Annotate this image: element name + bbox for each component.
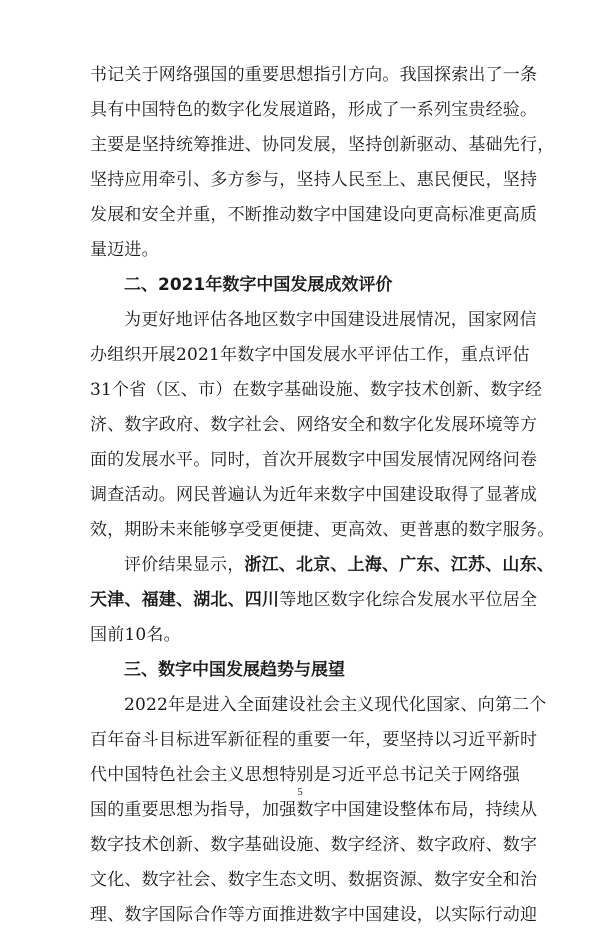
text-line: 文化、数字社会、数字生态文明、数据资源、数字安全和治: [90, 870, 538, 890]
text-line: 量迈进。: [90, 240, 159, 260]
text-line: 书记关于网络强国的重要思想指引方向。我国探索出了一条: [90, 65, 538, 85]
text-line: 国的重要思想为指导，加强数字中国建设整体布局，持续从: [90, 800, 538, 820]
text-line: 发展和安全并重，不断推动数字中国建设向更高标准更高质: [90, 205, 538, 225]
text-line: 为更好地评估各地区数字中国建设进展情况，国家网信: [124, 310, 537, 330]
text-line: [90, 548, 555, 583]
text-line: [90, 583, 538, 618]
text-line: 理、数字国际合作等方面推进数字中国建设，以实际行动迎: [90, 905, 538, 925]
document-body: [90, 58, 555, 933]
result-prefix: 评价结果显示，: [124, 555, 245, 575]
text-line: 代中国特色社会主义思想特别是习近平总书记关于网络强: [90, 765, 520, 785]
text-line: 百年奋斗目标进军新征程的重要一年，要坚持以习近平新时: [90, 730, 538, 750]
text-line: 面的发展水平。同时，首次开展数字中国发展情况网络问卷: [90, 450, 538, 470]
text-line: 具有中国特色的数字化发展道路，形成了一系列宝贵经验。: [90, 100, 538, 120]
text-line: 2022年是进入全面建设社会主义现代化国家、向第二个: [124, 695, 547, 715]
cities-bold: 浙江、北京、上海、广东、江苏、山东、: [244, 555, 555, 575]
text-line: 主要是坚持统筹推进、协同发展，坚持创新驱动、基础先行，: [90, 135, 555, 155]
text-line: 数字技术创新、数字基础设施、数字经济、数字政府、数字: [90, 835, 538, 855]
section-heading: 二、2021年数字中国发展成效评价: [124, 275, 393, 295]
text-line: 济、数字政府、数字社会、网络安全和数字化发展环境等方: [90, 415, 538, 435]
text-line: 坚持应用牵引、多方参与，坚持人民至上、惠民便民，坚持: [90, 170, 538, 190]
text-line: 办组织开展2021年数字中国发展水平评估工作，重点评估: [90, 345, 530, 365]
text-line: 31个省（区、市）在数字基础设施、数字技术创新、数字经: [90, 380, 543, 400]
text-line: 国前10名。: [90, 625, 181, 645]
page-number: 5: [297, 786, 303, 798]
cities-bold: 天津、福建、湖北、四川: [90, 590, 280, 610]
section-heading: 三、数字中国发展趋势与展望: [124, 660, 345, 680]
text-line: 调查活动。网民普遍认为近年来数字中国建设取得了显著成: [90, 485, 538, 505]
result-suffix: 等地区数字化综合发展水平位居全: [279, 590, 538, 610]
text-line: 效，期盼未来能够享受更便捷、更高效、更普惠的数字服务。: [90, 520, 555, 540]
